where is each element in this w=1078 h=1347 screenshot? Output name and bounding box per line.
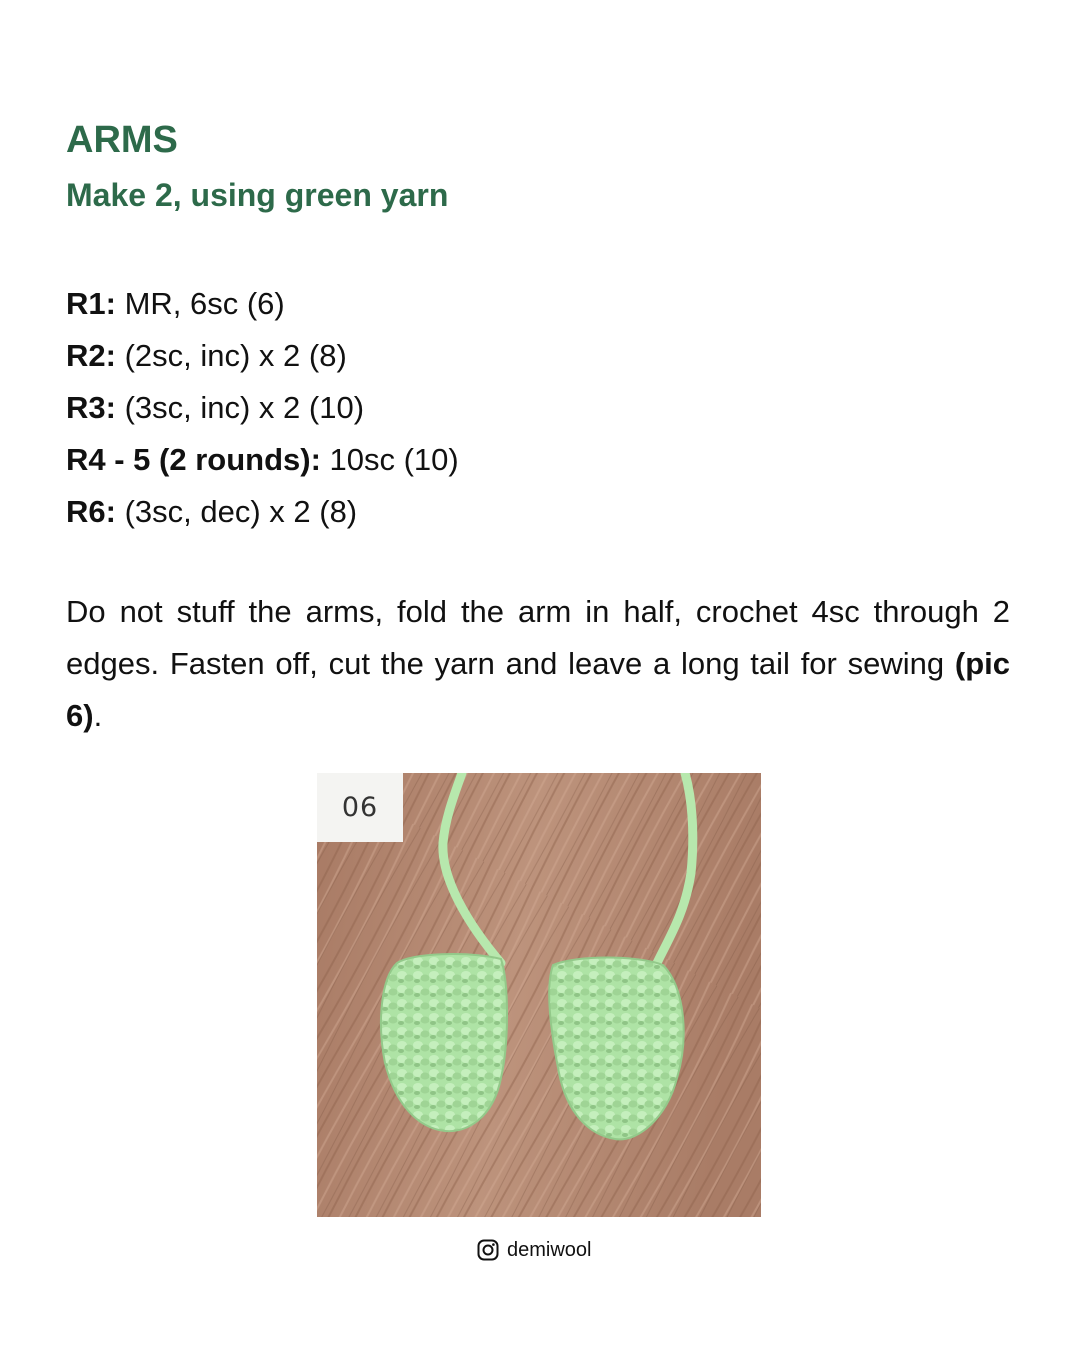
round-label: R2: — [66, 338, 116, 373]
section-subtitle: Make 2, using green yarn — [66, 177, 449, 213]
round-item — [66, 382, 459, 434]
round-text: MR, 6sc (6) — [115, 286, 285, 321]
instructions-end: . — [93, 698, 103, 733]
round-item — [66, 330, 459, 382]
round-item — [66, 486, 459, 538]
round-text: 10sc (10) — [320, 442, 459, 477]
round-label: R1: — [66, 286, 116, 321]
round-text: (3sc, inc) x 2 (10) — [115, 390, 365, 425]
pic-reference: (pic 6) — [66, 646, 1010, 733]
rounds-list — [66, 278, 459, 538]
round-label: R6: — [66, 494, 116, 529]
section-title: ARMS — [66, 119, 178, 161]
credit-handle: demiwool — [507, 1238, 592, 1261]
instructions-text: Do not stuff the arms, fold the arm in half, crochet 4sc through 2 edges. Fasten off, cut the yarn and leave a long tail for sewing — [66, 594, 1010, 681]
credit — [477, 1236, 591, 1264]
photo-number-badge: 06 — [317, 773, 403, 842]
round-item — [66, 434, 459, 486]
instructions-paragraph — [66, 586, 1010, 742]
round-item — [66, 278, 459, 330]
arms-photo — [317, 773, 761, 1217]
round-label: R3: — [66, 390, 116, 425]
round-label: R4 - 5 (2 rounds): — [66, 442, 321, 477]
round-text: (2sc, inc) x 2 (8) — [115, 338, 347, 373]
round-text: (3sc, dec) x 2 (8) — [115, 494, 358, 529]
instagram-icon — [477, 1239, 499, 1261]
